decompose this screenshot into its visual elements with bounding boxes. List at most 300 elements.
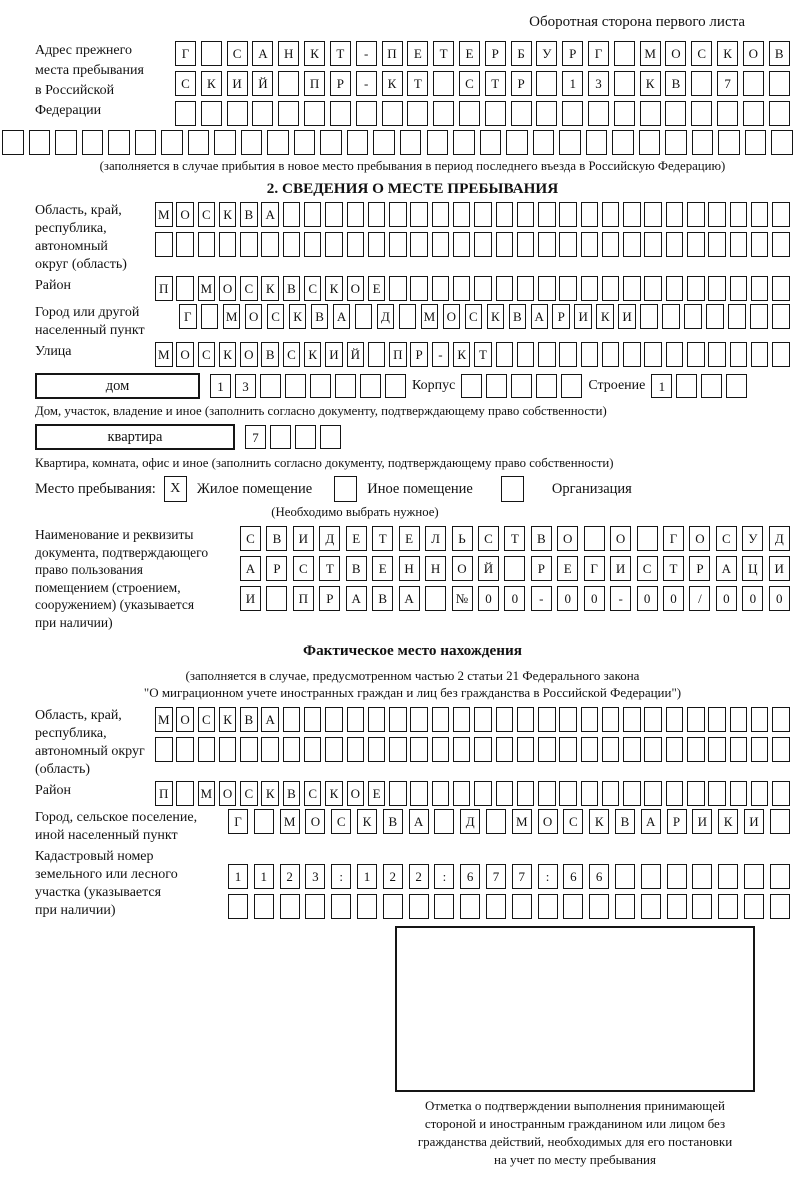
char-box [389, 737, 407, 762]
char-box [708, 202, 726, 227]
char-box [602, 342, 620, 367]
char-box [538, 894, 558, 919]
char-box [708, 737, 726, 762]
label-line: республика, [35, 726, 107, 741]
char-box [278, 101, 299, 126]
char-box [347, 707, 365, 732]
char-box [644, 737, 662, 762]
char-box [305, 894, 325, 919]
char-box: 7 [717, 71, 738, 96]
char-box [751, 707, 769, 732]
char-box: С [267, 304, 285, 329]
char-box [278, 71, 299, 96]
char-box [389, 781, 407, 806]
char-box: Г [175, 41, 196, 66]
char-box [745, 130, 767, 155]
char-box: С [227, 41, 248, 66]
label-line: иной населенный пункт [35, 828, 178, 843]
char-box [407, 101, 428, 126]
char-box [750, 304, 768, 329]
char-box [347, 202, 365, 227]
char-box: В [665, 71, 686, 96]
prev-address-caption: (заполняется в случае прибытия в новое место пребывания в период последнего въезда в Российскую Федерацию) [99, 159, 726, 173]
char-box [581, 276, 599, 301]
char-box [614, 41, 635, 66]
house-block [35, 373, 790, 399]
char-box [771, 130, 793, 155]
char-box [29, 130, 51, 155]
prev-address-block [35, 41, 790, 126]
char-box [304, 101, 325, 126]
char-box [644, 707, 662, 732]
char-box [320, 425, 341, 449]
char-box [730, 781, 748, 806]
char-box: К [487, 304, 505, 329]
label-line: сооружением) (указывается [35, 597, 195, 612]
char-box [718, 894, 738, 919]
char-box: Р [689, 556, 710, 581]
char-box: П [382, 41, 403, 66]
char-box: Ц [742, 556, 763, 581]
organization-checkbox [501, 476, 524, 502]
char-box [561, 374, 582, 398]
char-box: П [155, 781, 173, 806]
char-box: М [155, 707, 173, 732]
char-box: Д [319, 526, 340, 551]
char-box [687, 342, 705, 367]
residential-checkbox: X [164, 476, 187, 502]
char-box [389, 276, 407, 301]
label-line: автономный [35, 239, 108, 254]
char-box: И [240, 586, 261, 611]
char-box [563, 894, 583, 919]
char-box: С [563, 809, 583, 834]
char-box: 1 [357, 864, 377, 889]
char-box: О [347, 276, 365, 301]
char-box: М [155, 342, 173, 367]
char-box [559, 781, 577, 806]
char-box: С [465, 304, 483, 329]
label-line: Область, край, [35, 708, 122, 723]
char-box: О [176, 342, 194, 367]
char-box [511, 374, 532, 398]
district-row [155, 276, 790, 301]
char-box: И [744, 809, 764, 834]
char-box [706, 304, 724, 329]
char-box [559, 202, 577, 227]
char-box: Р [667, 809, 687, 834]
char-box [666, 202, 684, 227]
district-label: Район [35, 278, 71, 293]
char-box [517, 737, 535, 762]
char-box: Е [368, 276, 386, 301]
confirmation-stamp-box [395, 926, 755, 1092]
char-box: К [261, 781, 279, 806]
char-box [770, 864, 790, 889]
char-box [559, 130, 581, 155]
char-box [581, 232, 599, 257]
char-box [538, 737, 556, 762]
char-box: А [399, 586, 420, 611]
char-box: 1 [228, 864, 248, 889]
char-box [644, 342, 662, 367]
char-box: С [240, 276, 258, 301]
char-box: К [640, 71, 661, 96]
char-box: Й [252, 71, 273, 96]
label-line: (область) [35, 762, 91, 777]
char-box: 2 [409, 864, 429, 889]
char-box: К [304, 342, 322, 367]
char-box: О [452, 556, 473, 581]
char-box [692, 130, 714, 155]
caption-line: гражданства действий, необходимых для его постановки [417, 1134, 733, 1149]
label-line: в Российской [35, 83, 115, 98]
char-box [409, 894, 429, 919]
char-box [602, 276, 620, 301]
char-box: П [293, 586, 314, 611]
house-number-cells [210, 374, 406, 398]
label-line: земельного или лесного [35, 867, 178, 882]
char-box: Р [552, 304, 570, 329]
char-box [562, 101, 583, 126]
region-row-2 [155, 232, 790, 257]
char-box [640, 304, 658, 329]
char-box [666, 737, 684, 762]
char-box [201, 41, 222, 66]
char-box [666, 342, 684, 367]
label-line: Область, край, [35, 203, 122, 218]
char-box [355, 304, 373, 329]
char-box [295, 425, 316, 449]
label-line: населенный пункт [35, 323, 145, 338]
char-box [427, 130, 449, 155]
char-box [368, 707, 386, 732]
char-box [304, 707, 322, 732]
char-box [772, 737, 790, 762]
char-box [644, 781, 662, 806]
stay-option-label: Иное помещение [367, 480, 473, 497]
cadastre-row-2 [228, 894, 790, 919]
char-box: Б [511, 41, 532, 66]
char-box [517, 202, 535, 227]
char-box [666, 232, 684, 257]
char-box: С [331, 809, 351, 834]
char-box [485, 101, 506, 126]
char-box [294, 130, 316, 155]
char-box: / [689, 586, 710, 611]
char-box: 3 [305, 864, 325, 889]
char-box [176, 232, 194, 257]
char-box: К [219, 202, 237, 227]
char-box [304, 737, 322, 762]
char-box [474, 707, 492, 732]
actual-city-label [35, 809, 228, 845]
label-line: документа, подтверждающего [35, 544, 209, 560]
char-box [623, 707, 641, 732]
char-box [614, 101, 635, 126]
char-box [644, 202, 662, 227]
stroenie-label: Строение [588, 378, 646, 393]
char-box [676, 374, 697, 398]
char-box: К [325, 781, 343, 806]
char-box: Т [474, 342, 492, 367]
char-box [373, 130, 395, 155]
char-box: О [743, 41, 764, 66]
char-box [453, 130, 475, 155]
char-box: 0 [742, 586, 763, 611]
char-box [538, 781, 556, 806]
char-box [602, 737, 620, 762]
char-box [538, 276, 556, 301]
char-box [2, 130, 24, 155]
char-box [461, 374, 482, 398]
char-box [496, 781, 514, 806]
char-box [385, 374, 406, 398]
cadastre-label [35, 848, 228, 920]
char-box: М [512, 809, 532, 834]
document-rows [240, 526, 790, 611]
char-box [241, 130, 263, 155]
char-box [425, 586, 446, 611]
char-box [615, 894, 635, 919]
char-box [135, 130, 157, 155]
char-box [538, 342, 556, 367]
city-block [35, 304, 790, 340]
char-box: О [219, 781, 237, 806]
char-box: Е [368, 781, 386, 806]
char-box [730, 232, 748, 257]
char-box [602, 707, 620, 732]
char-box: 7 [512, 864, 532, 889]
char-box [227, 101, 248, 126]
char-box [751, 781, 769, 806]
caption-line: Отметка о подтверждении выполнения принимающей [424, 1098, 726, 1113]
char-box [691, 101, 712, 126]
char-box [325, 232, 343, 257]
char-box [474, 737, 492, 762]
char-box [728, 304, 746, 329]
char-box: К [382, 71, 403, 96]
char-box: В [311, 304, 329, 329]
char-box: Г [228, 809, 248, 834]
char-box: И [574, 304, 592, 329]
char-box [108, 130, 130, 155]
char-box: Р [562, 41, 583, 66]
char-box: 0 [504, 586, 525, 611]
char-box [198, 737, 216, 762]
char-box [304, 232, 322, 257]
char-box [335, 374, 356, 398]
char-box: О [689, 526, 710, 551]
char-box [504, 556, 525, 581]
char-box [453, 276, 471, 301]
char-box [330, 101, 351, 126]
char-box [198, 232, 216, 257]
char-box [639, 130, 661, 155]
stay-option-label: Организация [551, 480, 632, 497]
char-box: Д [460, 809, 480, 834]
char-box [769, 101, 790, 126]
char-box: 0 [663, 586, 684, 611]
char-box [453, 202, 471, 227]
section2-title: 2. СВЕДЕНИЯ О МЕСТЕ ПРЕБЫВАНИЯ [266, 180, 559, 197]
prev-address-rows [175, 41, 790, 126]
label-line: право пользования [35, 562, 143, 577]
char-box: Т [372, 526, 393, 551]
char-box: К [596, 304, 614, 329]
char-box [320, 130, 342, 155]
char-box: М [640, 41, 661, 66]
char-box [219, 232, 237, 257]
char-box: Г [179, 304, 197, 329]
char-box: А [333, 304, 351, 329]
char-box [55, 130, 77, 155]
actual-region-row-2 [155, 737, 790, 762]
char-box [641, 864, 661, 889]
char-box [261, 232, 279, 257]
char-box: М [155, 202, 173, 227]
char-box: 6 [460, 864, 480, 889]
char-box [708, 707, 726, 732]
char-box [460, 894, 480, 919]
label-line: при наличии) [35, 614, 113, 630]
char-box: И [692, 809, 712, 834]
char-box [432, 276, 450, 301]
char-box [285, 374, 306, 398]
cadastre-row-1 [228, 864, 790, 889]
char-box: М [280, 809, 300, 834]
char-box [730, 276, 748, 301]
actual-city-row [228, 809, 790, 834]
char-box: : [434, 864, 454, 889]
char-box: О [347, 781, 365, 806]
char-box: С [283, 342, 301, 367]
char-box: А [641, 809, 661, 834]
char-box [410, 781, 428, 806]
char-box [252, 101, 273, 126]
char-box [410, 276, 428, 301]
actual-region-block [35, 707, 790, 779]
char-box: С [691, 41, 712, 66]
prev-address-label [35, 41, 175, 121]
char-box [581, 202, 599, 227]
document-label [35, 526, 240, 631]
label-line: при наличии) [35, 903, 116, 918]
char-box: 1 [562, 71, 583, 96]
char-box: И [769, 556, 790, 581]
char-box [772, 304, 790, 329]
char-box: П [389, 342, 407, 367]
char-box [496, 737, 514, 762]
char-box [453, 707, 471, 732]
label-line: автономный округ [35, 744, 145, 759]
char-box [586, 130, 608, 155]
char-box: С [240, 781, 258, 806]
char-box [517, 276, 535, 301]
char-box: А [716, 556, 737, 581]
char-box [368, 232, 386, 257]
char-box [261, 737, 279, 762]
char-box: Е [399, 526, 420, 551]
char-box [368, 737, 386, 762]
char-box [718, 130, 740, 155]
char-box: К [219, 707, 237, 732]
prev-address-row-3 [175, 101, 790, 126]
char-box: 6 [589, 864, 609, 889]
house-type-box: дом [35, 373, 200, 399]
char-box [538, 707, 556, 732]
char-box: О [665, 41, 686, 66]
char-box: В [383, 809, 403, 834]
char-box [260, 374, 281, 398]
char-box: Р [330, 71, 351, 96]
char-box: - [356, 41, 377, 66]
char-box: А [346, 586, 367, 611]
char-box: О [176, 202, 194, 227]
char-box [743, 101, 764, 126]
char-box [538, 202, 556, 227]
char-box: Й [347, 342, 365, 367]
char-box [708, 342, 726, 367]
char-box [772, 781, 790, 806]
char-box [559, 276, 577, 301]
char-box: Е [372, 556, 393, 581]
stay-type-block [35, 476, 790, 502]
char-box [751, 232, 769, 257]
char-box: Р [410, 342, 428, 367]
char-box: - [531, 586, 552, 611]
char-box: Г [663, 526, 684, 551]
char-box: О [245, 304, 263, 329]
region-row-1 [155, 202, 790, 227]
char-box: Т [433, 41, 454, 66]
label-line: Город, сельское поселение, [35, 810, 198, 825]
char-box: Р [319, 586, 340, 611]
char-box [701, 374, 722, 398]
char-box [584, 526, 605, 551]
char-box: У [742, 526, 763, 551]
char-box: А [261, 707, 279, 732]
char-box [559, 737, 577, 762]
char-box [623, 232, 641, 257]
char-box: О [443, 304, 461, 329]
char-box: И [293, 526, 314, 551]
char-box [347, 130, 369, 155]
char-box: В [615, 809, 635, 834]
char-box [434, 809, 454, 834]
char-box [389, 232, 407, 257]
char-box [517, 232, 535, 257]
char-box [161, 130, 183, 155]
char-box [687, 202, 705, 227]
char-box [623, 202, 641, 227]
char-box: К [589, 809, 609, 834]
char-box: 3 [235, 374, 256, 398]
char-box [382, 101, 403, 126]
char-box [434, 894, 454, 919]
actual-city-block [35, 809, 790, 845]
char-box: Д [377, 304, 395, 329]
char-box: М [198, 781, 216, 806]
char-box [283, 707, 301, 732]
char-box: : [331, 864, 351, 889]
other-premises-checkbox [334, 476, 357, 502]
char-box [410, 232, 428, 257]
char-box: 0 [478, 586, 499, 611]
char-box: № [452, 586, 473, 611]
char-box: В [509, 304, 527, 329]
char-box [357, 894, 377, 919]
